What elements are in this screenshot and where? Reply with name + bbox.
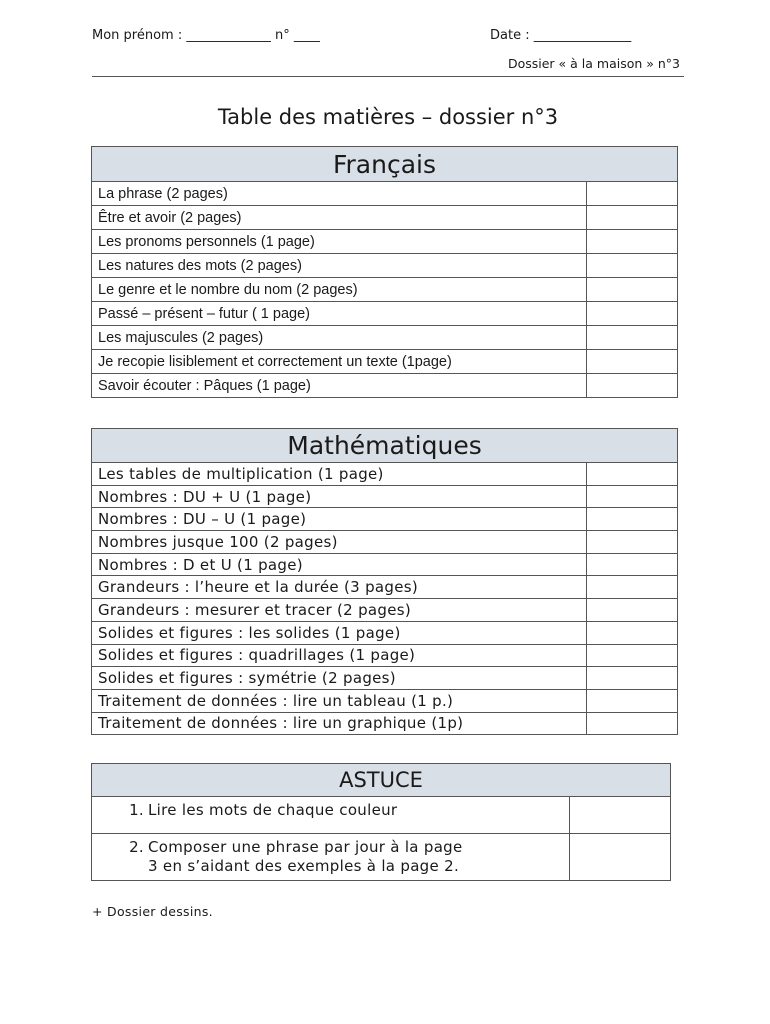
francais-checkbox-cell[interactable] [587,254,678,278]
footer-note: + Dossier dessins. [92,904,213,919]
maths-checkbox-cell[interactable] [587,599,678,622]
francais-checkbox-cell[interactable] [587,302,678,326]
maths-checkbox-cell[interactable] [587,485,678,508]
maths-row [92,553,678,576]
francais-table [91,146,678,398]
francais-checkbox-cell[interactable] [587,230,678,254]
francais-row [92,374,678,398]
maths-checkbox-cell[interactable] [587,463,678,486]
maths-item-label: Solides et figures : symétrie (2 pages) [92,667,587,690]
maths-row [92,485,678,508]
francais-checkbox-cell[interactable] [587,374,678,398]
francais-row [92,326,678,350]
francais-item-label: Les pronoms personnels (1 page) [92,230,587,254]
francais-checkbox-cell[interactable] [587,326,678,350]
maths-table [91,428,678,735]
maths-item-label: Nombres : DU – U (1 page) [92,508,587,531]
header-line [92,28,682,50]
maths-item-label: Solides et figures : quadrillages (1 page) [92,644,587,667]
francais-row [92,230,678,254]
tip-line: Lire les mots de chaque couleur [148,801,398,819]
maths-item-label: Nombres : D et U (1 page) [92,553,587,576]
francais-row [92,182,678,206]
maths-checkbox-cell[interactable] [587,712,678,735]
francais-item-label: Les natures des mots (2 pages) [92,254,587,278]
dossier-line [92,56,684,77]
maths-checkbox-cell[interactable] [587,576,678,599]
maths-row [92,463,678,486]
francais-item-label: La phrase (2 pages) [92,182,587,206]
maths-row [92,712,678,735]
tip-line-continued: 3 en s’aidant des exemples à la page 2. [148,857,460,875]
maths-item-label: Nombres jusque 100 (2 pages) [92,531,587,554]
tip-text [92,834,570,881]
tip-number: 1. [129,801,144,819]
maths-row [92,531,678,554]
page-title: Table des matières – dossier n°3 [217,105,559,129]
francais-item-label: Être et avoir (2 pages) [92,206,587,230]
francais-row [92,206,678,230]
maths-item-label: Les tables de multiplication (1 page) [92,463,587,486]
francais-checkbox-cell[interactable] [587,182,678,206]
maths-checkbox-cell[interactable] [587,508,678,531]
tip-row [92,797,671,834]
maths-item-label: Solides et figures : les solides (1 page) [92,621,587,644]
tip-row [92,834,671,881]
francais-row [92,254,678,278]
francais-item-label: Savoir écouter : Pâques (1 page) [92,374,587,398]
maths-checkbox-cell[interactable] [587,644,678,667]
maths-item-label: Traitement de données : lire un graphique (1p) [92,712,587,735]
maths-row [92,576,678,599]
date-field: Date : _______________ [490,28,632,43]
francais-heading: Français [92,147,678,182]
maths-row [92,644,678,667]
tip-text [92,797,570,834]
maths-checkbox-cell[interactable] [587,667,678,690]
maths-row [92,508,678,531]
maths-item-label: Grandeurs : l’heure et la durée (3 pages) [92,576,587,599]
dossier-label: Dossier « à la maison » n°3 [507,56,680,71]
tip-checkbox-cell[interactable] [570,797,671,834]
tip-line: Composer une phrase par jour à la page [148,838,463,856]
maths-row [92,599,678,622]
tip-checkbox-cell[interactable] [570,834,671,881]
astuce-table [91,763,671,881]
francais-item-label: Les majuscules (2 pages) [92,326,587,350]
francais-checkbox-cell[interactable] [587,350,678,374]
name-number-field: Mon prénom : _____________ n° ____ [92,28,320,43]
francais-item-label: Je recopie lisiblement et correctement un texte (1page) [92,350,587,374]
maths-heading: Mathématiques [92,429,678,463]
maths-checkbox-cell[interactable] [587,621,678,644]
francais-checkbox-cell[interactable] [587,206,678,230]
francais-item-label: Passé – présent – futur ( 1 page) [92,302,587,326]
maths-row [92,621,678,644]
maths-item-label: Nombres : DU + U (1 page) [92,485,587,508]
maths-row [92,689,678,712]
astuce-heading: ASTUCE [92,764,671,797]
francais-row [92,278,678,302]
tip-number: 2. [129,838,144,856]
maths-row [92,667,678,690]
maths-checkbox-cell[interactable] [587,553,678,576]
maths-checkbox-cell[interactable] [587,531,678,554]
francais-checkbox-cell[interactable] [587,278,678,302]
francais-row [92,302,678,326]
maths-item-label: Traitement de données : lire un tableau (1 p.) [92,689,587,712]
francais-item-label: Le genre et le nombre du nom (2 pages) [92,278,587,302]
francais-row [92,350,678,374]
maths-checkbox-cell[interactable] [587,689,678,712]
maths-item-label: Grandeurs : mesurer et tracer (2 pages) [92,599,587,622]
